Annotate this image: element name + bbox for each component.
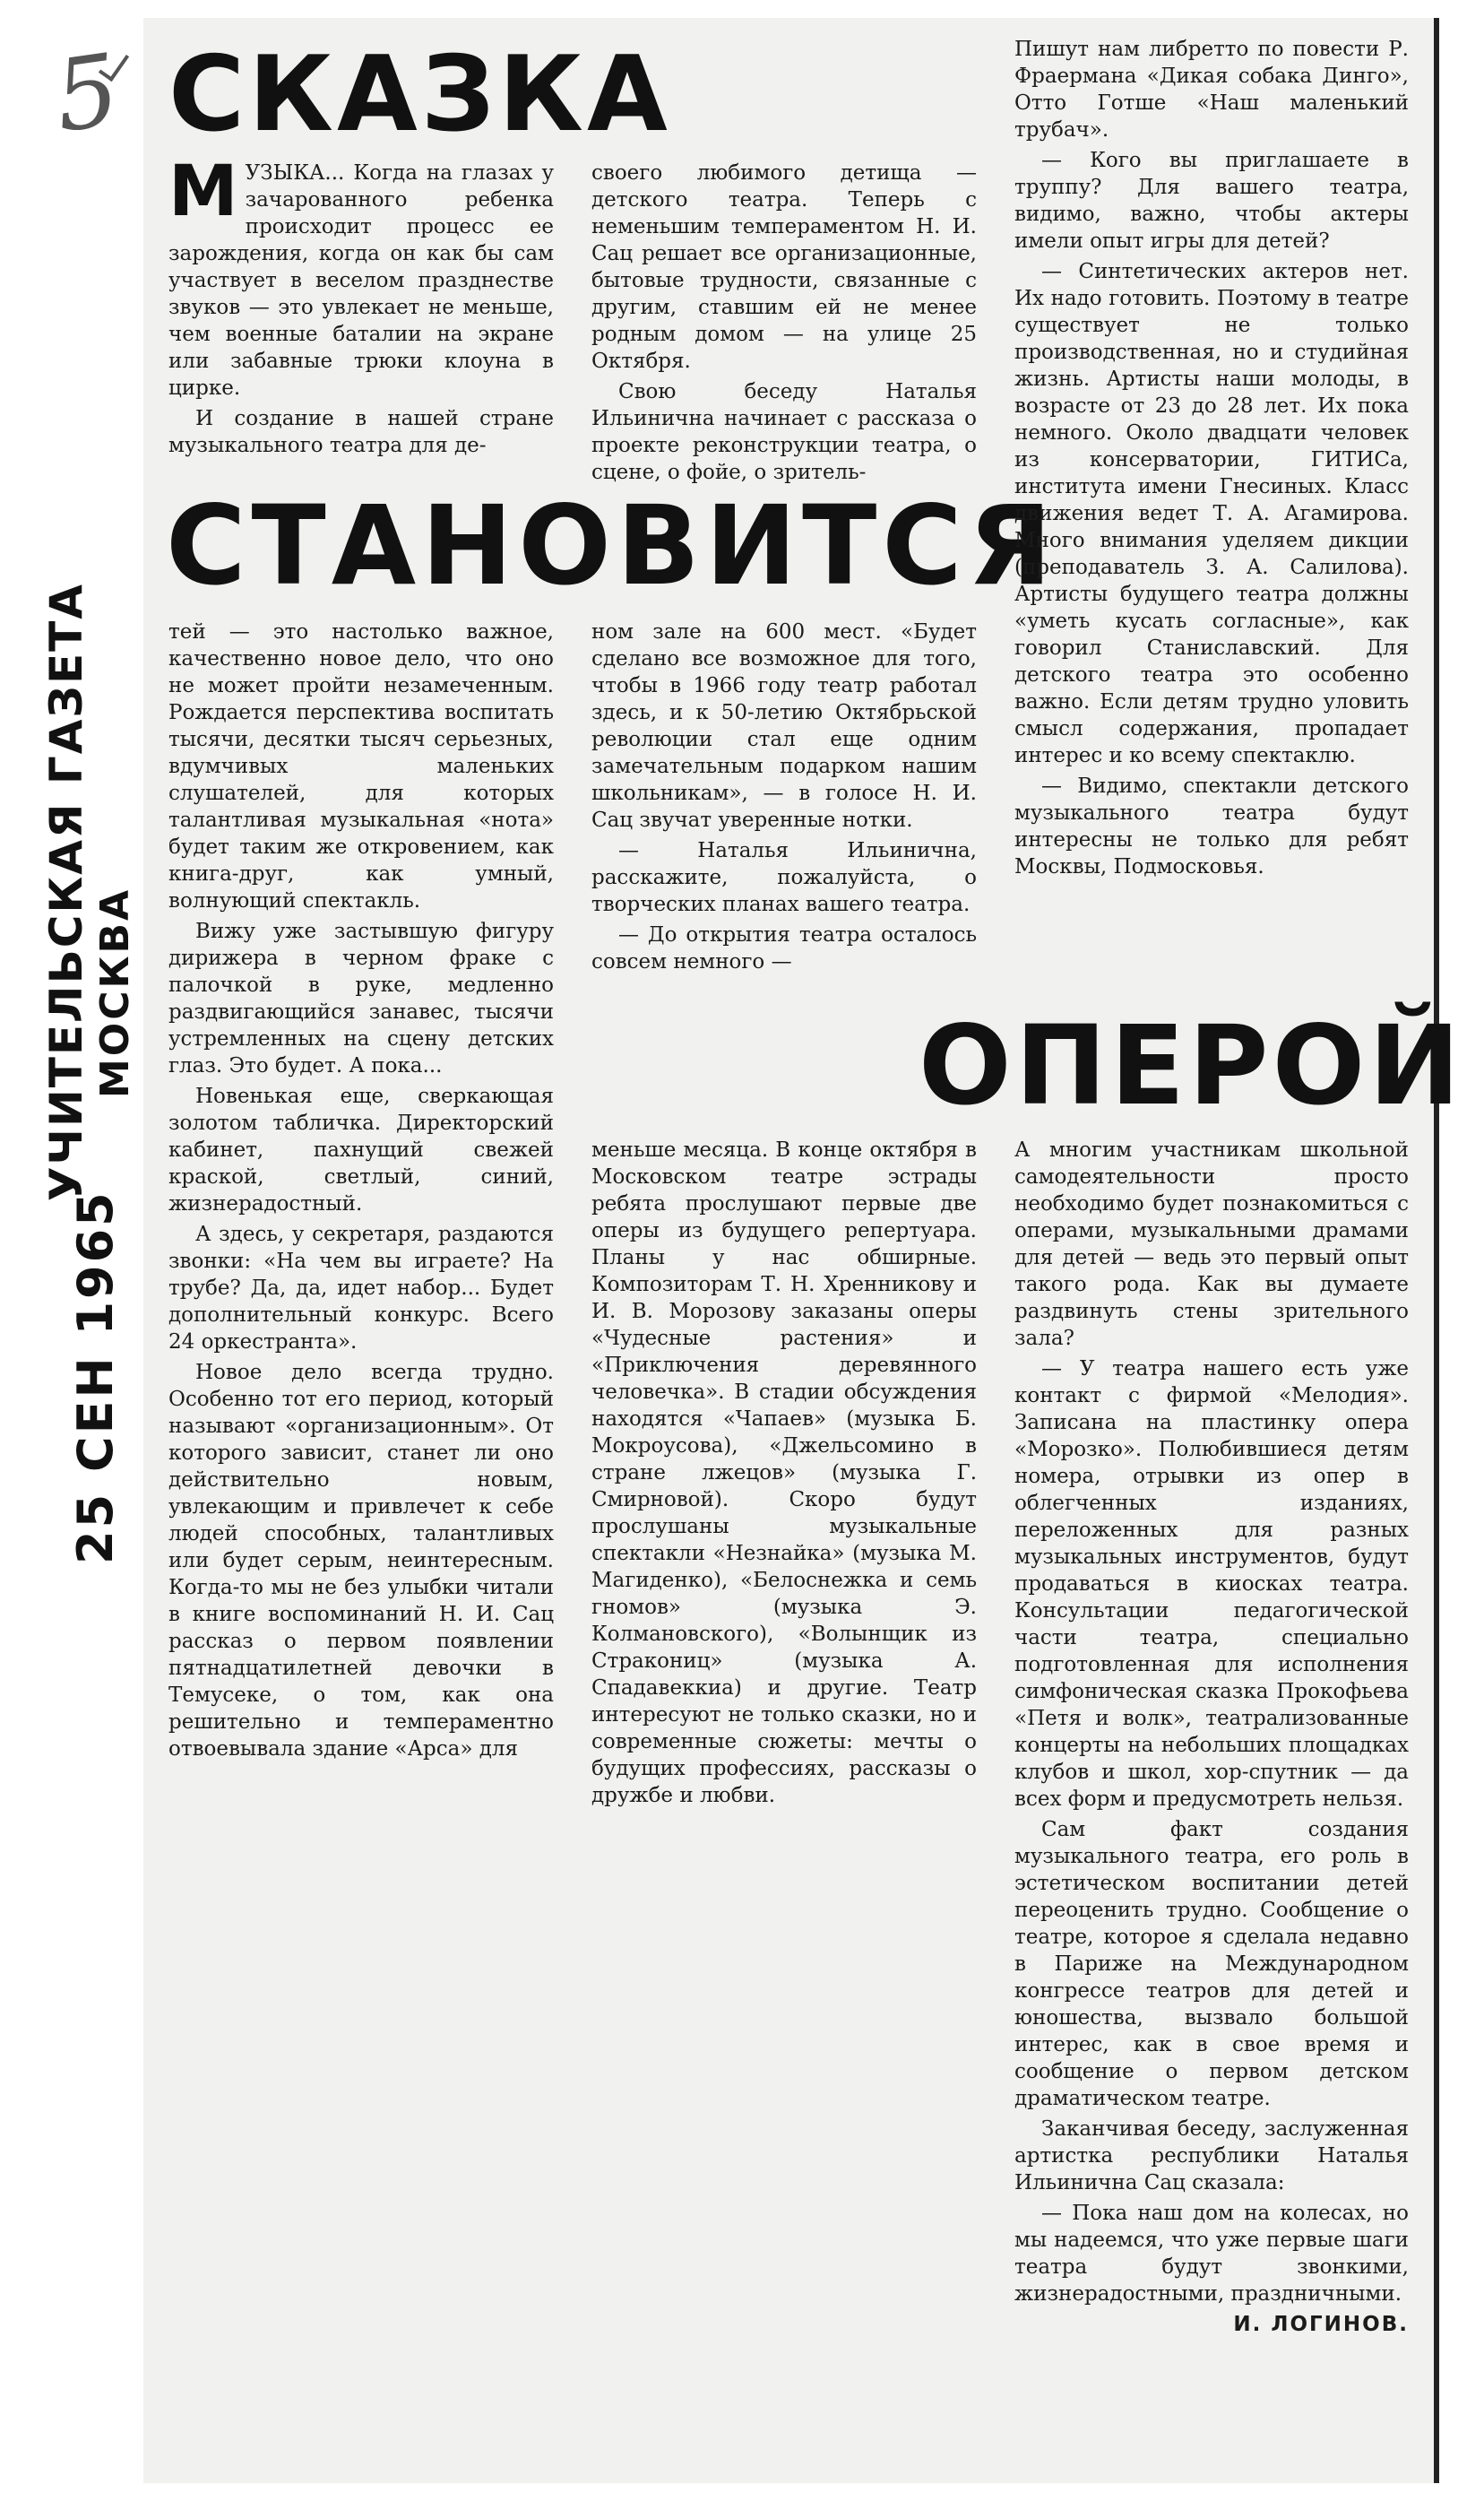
- answer: — Синтетических актеров нет. Их надо готовить. Поэтому в театре существует не только производственная, но и студийная жизнь. Артисты наши молоды, в возрасте от 23 до 28 лет. Их пока немного. Около двадцати человек из консерватории, ГИТИСа, института имени Гнесиных. Класс движения ведет Т. А. Агамирова. Много внимания уделяем дикции (преподаватель З. А. Салилова). Артисты будущего театра должны «уметь кусать согласные», как говорил Станиславский. Для детского театра это особенно важно. Если детям трудно уловить смысл содержания, пропадает интерес и ко всему спектаклю.: [1014, 260, 1409, 767]
- column-2-lower: [591, 1137, 977, 1813]
- paragraph: своего любимого детища — детского театра. Теперь с неменьшим темпераментом Н. И. Сац решает все организационные, бытовые трудности, связанные с другим, ставшим ей не менее родным домом — на улице 25 Октября.: [591, 161, 977, 373]
- paragraph: А здесь, у секретаря, раздаются звонки: «На чем вы играете? На трубе? Да, да, идет набор... Будет дополнительный конкурс. Всего 24 оркестранта».: [168, 1223, 554, 1354]
- paragraph: Вижу уже застывшую фигуру дирижера в черном фраке с палочкой в руке, медленно раздвигающийся занавес, тысячи устремленных на сцену детских глаз. Это будет. А пока...: [168, 920, 554, 1078]
- column-1-top: [168, 151, 554, 463]
- column-2-middle: [591, 619, 977, 979]
- question: — Наталья Ильинична, расскажите, пожалуйста, о творческих планах вашего театра.: [591, 839, 977, 916]
- stamp-paper-name: УЧИТЕЛЬСКАЯ ГАЗЕТА: [40, 583, 92, 1201]
- paragraph: Свою беседу Наталья Ильинична начинает с рассказа о проекте реконструкции театра, о сцене, о фойе, о зритель-: [591, 380, 977, 484]
- column-2-top: [591, 160, 977, 489]
- paragraph: И создание в нашей стране музыкального театра для де-: [168, 407, 554, 457]
- headline-part-3: ОПЕРОЙ: [919, 1002, 1464, 1130]
- drop-cap: М: [168, 151, 238, 232]
- stamp-city: МОСКВА: [92, 887, 138, 1098]
- headline-part-2: СТАНОВИТСЯ: [166, 482, 1057, 610]
- quote: — Пока наш дом на колесах, но мы надеемся, что уже первые шаги театра будут звонкими, жизнерадостными, праздничными.: [1014, 2202, 1409, 2306]
- intro-text: УЗЫКА... Когда на глазах у зачарованного ребенка происходит процесс ее зарождения, когда он как бы сам участвует в веселом празднестве звуков — это увлекает не меньше, чем военные баталии на экране или забавные трюки клоуна в цирке.: [168, 161, 554, 400]
- paragraph: Пишут нам либретто по повести Р. Фраермана «Дикая собака Динго», Отто Готше «Наш маленький трубач».: [1014, 38, 1409, 142]
- paragraph: Новое дело всегда трудно. Особенно тот его период, который называют «организационным». От которого зависит, станет ли оно действительно новым, увлекающим и привлечет к себе людей способных, талантливых или будет серым, неинтересным. Когда-то мы не без улыбки читали в книге воспоминаний Н. И. Сац рассказ о первом появлении пятнадцатилетней девочки в Темусеке, о том, как она решительно и темпераментно отвоевывала здание «Арса» для: [168, 1361, 554, 1761]
- article-intro: [168, 151, 554, 402]
- author-byline: И. ЛОГИНОВ.: [1233, 2313, 1409, 2336]
- newspaper-stamp: [40, 583, 138, 1201]
- answer: — До открытия театра осталось совсем немного —: [591, 923, 977, 974]
- column-3-top: [1014, 36, 1409, 884]
- paragraph: Заканчивая беседу, заслуженная артистка республики Наталья Ильинична Сац сказала:: [1014, 2117, 1409, 2194]
- paragraph: Сам факт создания музыкального театра, его роль в эстетическом воспитании детей переоценить трудно. Сообщение о театре, которое я сделала недавно в Париже на Международном конгрессе театров для детей и юношества, вызвало большой интерес, как в свое время и сообщение о первом детском драматическом театре.: [1014, 1818, 1409, 2110]
- question: — Видимо, спектакли детского музыкального театра будут интересны не только для ребят Москвы, Подмосковья.: [1014, 775, 1409, 878]
- paragraph: ном зале на 600 мест. «Будет сделано все возможное для того, чтобы в 1966 году театр работал здесь, и к 50-летию Октябрьской революции стал еще одним замечательным подарком нашим школьникам», — в голосе Н. И. Сац звучат уверенные нотки.: [591, 620, 977, 832]
- column-1-middle: [168, 619, 554, 1766]
- paragraph: меньше месяца. В конце октября в Московском театре эстрады ребята прослушают первые две оперы из будущего репертуара. Планы у нас обширные. Композиторам Т. Н. Хренникову и И. В. Морозову заказаны оперы «Чудесные растения» и «Приключения деревянного человечка». В стадии обсуждения находятся «Чапаев» (музыка Б. Мокроусова), «Джельсомино в стране лжецов» (музыка Г. Смирновой). Скоро будут прослушаны музыкальные спектакли «Незнайка» (музыка М. Магиденко), «Белоснежка и семь гномов» (музыка Э. Колмановского), «Волынщик из Стракониц» (музыка А. Спадавеккиа) и другие. Театр интересуют не только сказки, но и современные сюжеты: мечты о будущих профессиях, рассказы о дружбе и любви.: [591, 1138, 977, 1807]
- stamp-date: 25 СЕН 1965: [67, 1190, 124, 1564]
- paragraph: Новенькая еще, сверкающая золотом табличка. Директорский кабинет, пахнущий свежей краской, светлый, синий, жизнерадостный.: [168, 1085, 554, 1216]
- answer: — У театра нашего есть уже контакт с фирмой «Мелодия». Записана на пластинку опера «Морозко». Полюбившиеся детям номера, отрывки из опер в облегченных изданиях, переложенных для разных музыкальных инструментов, будут продаваться в киосках театра. Консультации педагогической части театра, специально подготовленная для исполнения симфоническая сказка Прокофьева «Петя и волк», театрализованные концерты на небольших площадках клубов и школ, хор-спутник — да всех форм и предусмотреть нельзя.: [1014, 1357, 1409, 1811]
- handwritten-number: 5: [47, 31, 126, 155]
- question: А многим участникам школьной самодеятельности просто необходимо будет познакомиться с операми, музыкальными драмами для детей — ведь это первый опыт такого рода. Как вы думаете раздвинуть стены зрительного зала?: [1014, 1138, 1409, 1350]
- column-3-lower: [1014, 1137, 1409, 2341]
- headline-part-1: СКАЗКА: [168, 34, 671, 155]
- question: — Кого вы приглашаете в труппу? Для вашего театра, видимо, важно, чтобы актеры имели опыт игры для детей?: [1014, 149, 1409, 253]
- paragraph: тей — это настолько важное, качественно новое дело, что оно не может пройти незамеченным. Рождается перспектива воспитать тысячи, десятки тысяч серьезных, вдумчивых маленьких слушателей, для которых талантливая музыкальная «нота» будет таким же откровением, как книга-друг, как умный, волнующий спектакль.: [168, 620, 554, 913]
